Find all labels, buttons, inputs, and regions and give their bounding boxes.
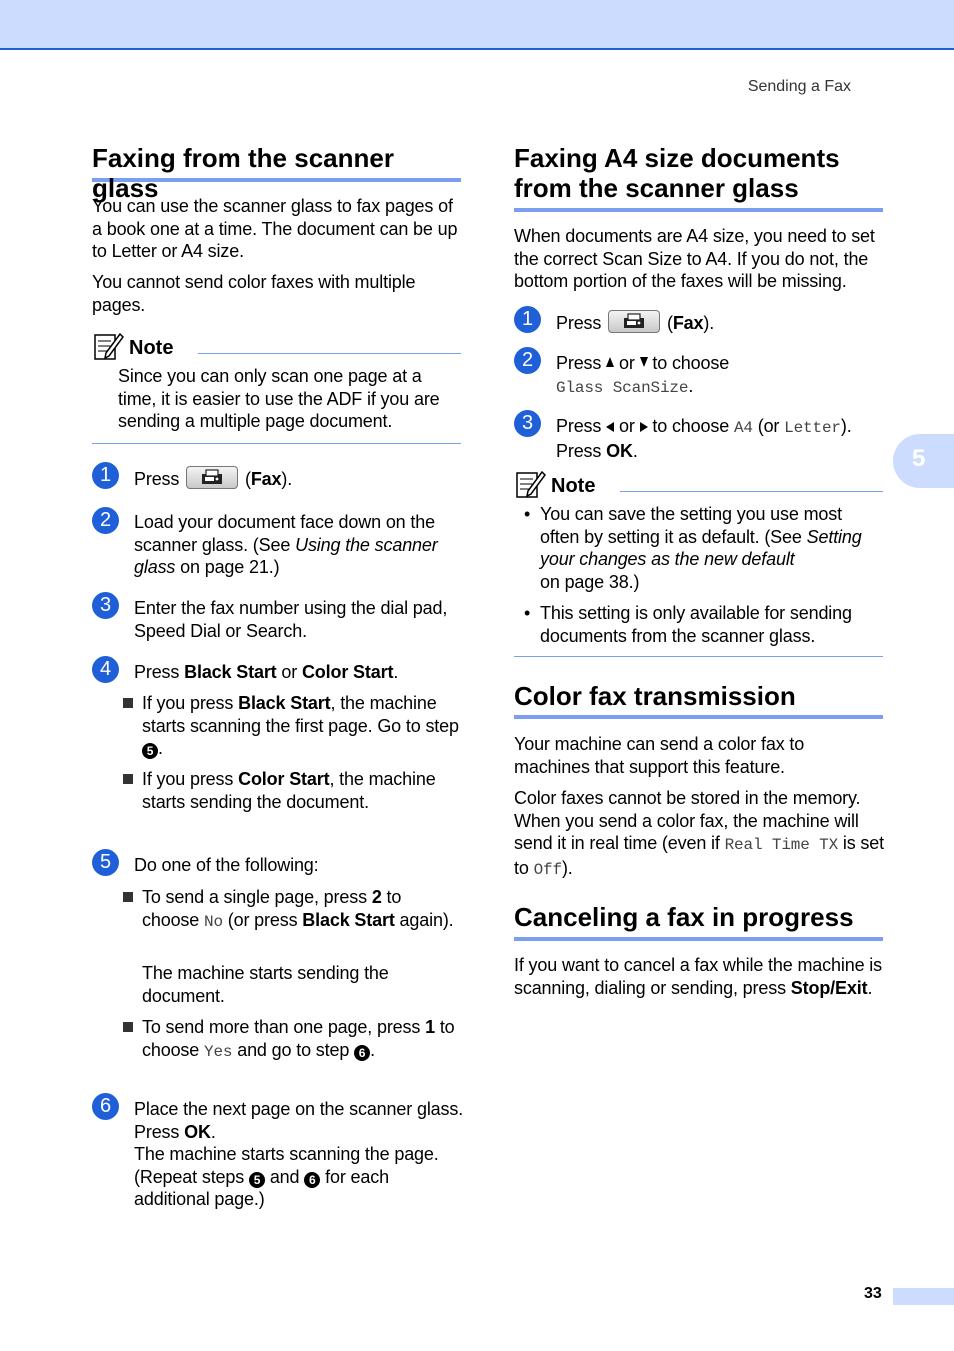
step-5-single-result: The machine starts sending the document. (142, 963, 389, 1006)
fax-icon (201, 469, 223, 485)
chapter-tab (893, 434, 954, 488)
bullet-square-icon (123, 698, 133, 708)
note-end-rule (92, 443, 461, 444)
color-fax-paragraph-2: Color faxes cannot be stored in the memory. When you send a color fax, the machine will send it in real time (even if Real Time TX is set to Off). (514, 788, 884, 879)
note-label: Note (551, 475, 596, 497)
note-header (514, 469, 883, 499)
running-head: Sending a Fax (747, 78, 851, 95)
a4-step-2-text: Press or to choose Glass ScanSize. (556, 353, 730, 397)
a4-step-number-2: 2 (514, 347, 541, 374)
right-arrow-icon (640, 422, 648, 432)
step-4-text: Press Black Start or Color Start. (134, 662, 399, 682)
section-title-scanner-glass: Faxing from the scanner glass (92, 143, 461, 182)
up-arrow-icon (606, 357, 614, 367)
cancel-paragraph: If you want to cancel a fax while the machine is scanning, dialing or sending, press Stop/Exit. (514, 955, 882, 998)
chapter-number: 5 (912, 445, 926, 472)
left-arrow-icon (606, 422, 614, 432)
page-number: 33 (864, 1285, 882, 1302)
step-5-option-single: To send a single page, press 2 to choose No (or press Black Start again). (142, 886, 462, 933)
bullet-square-icon (123, 774, 133, 784)
step-ref-6: 6 (304, 1172, 320, 1188)
note-divider (620, 491, 883, 492)
a4-step-3-text: Press or to choose A4 (or Letter). Press OK. (556, 416, 852, 461)
note-text: Since you can only scan one page at a time, it is easier to use the ADF if you are sending a multiple page document. (118, 366, 440, 431)
step-number-6: 6 (92, 1093, 119, 1120)
step-number-4: 4 (92, 656, 119, 683)
step-ref-5: 5 (142, 743, 158, 759)
step-number-5: 5 (92, 849, 119, 876)
a4-step-1-text: Press (Fax). (556, 310, 886, 335)
section-title-cancel: Canceling a fax in progress (514, 902, 883, 941)
a4-step-number-3: 3 (514, 410, 541, 437)
fax-button (186, 466, 238, 489)
note-header (92, 331, 461, 361)
section-title-color-fax: Color fax transmission (514, 681, 883, 719)
step-number-2: 2 (92, 507, 119, 534)
color-fax-paragraph-1: Your machine can send a color fax to machines that support this feature. (514, 734, 805, 777)
step-4-option-color: If you press Color Start, the machine starts sending the document. (142, 768, 462, 813)
section-title-a4: Faxing A4 size documents from the scanner glass (514, 143, 883, 212)
step-1-text: Press (Fax). (134, 466, 464, 491)
color-limit-paragraph: You cannot send color faxes with multiple pages. (92, 272, 416, 315)
top-banner (0, 0, 954, 50)
note-pencil-icon (94, 331, 124, 360)
step-6-text: Place the next page on the scanner glass. Press OK. The machine starts scanning the page. (Repeat steps 5 and 6 for each additional page.) (134, 1099, 464, 1209)
step-ref-6: 6 (354, 1045, 370, 1061)
step-4-option-black: If you press Black Start, the machine starts scanning the first page. Go to step 5 . (142, 692, 462, 760)
down-arrow-icon (640, 357, 648, 367)
step-3-text: Enter the fax number using the dial pad, Speed Dial or Search. (134, 598, 448, 641)
step-2-text: Load your document face down on the scanner glass. (See Using the scanner glass on page 21.) (134, 512, 438, 577)
step-number-3: 3 (92, 592, 119, 619)
step-number-1: 1 (92, 462, 119, 489)
bullet-square-icon (123, 1022, 133, 1032)
note-divider (198, 353, 461, 354)
step-5-text: Do one of the following: (134, 855, 319, 875)
step-5-option-multiple: To send more than one page, press 1 to choose Yes and go to step 6 . (142, 1016, 462, 1063)
fax-button (608, 310, 660, 333)
note-bullet-default: • You can save the setting you use most often by setting it as default. (See Setting your changes as the new default on page 38.) (524, 504, 862, 592)
fax-icon (623, 313, 645, 329)
note-label: Note (129, 337, 174, 359)
step-ref-5: 5 (249, 1172, 265, 1188)
a4-step-number-1: 1 (514, 306, 541, 333)
a4-paragraph: When documents are A4 size, you need to set the correct Scan Size to A4. If you do not, the bottom portion of the faxes will be missing. (514, 226, 875, 291)
intro-paragraph: You can use the scanner glass to fax pages of a book one at a time. The document can be up to Letter or A4 size. (92, 196, 458, 261)
note-pencil-icon (516, 469, 546, 498)
bullet-square-icon (123, 892, 133, 902)
note-bullet-scanner-only: • This setting is only available for sending documents from the scanner glass. (524, 603, 852, 646)
footer-tab (893, 1288, 954, 1305)
note-end-rule (514, 656, 883, 657)
